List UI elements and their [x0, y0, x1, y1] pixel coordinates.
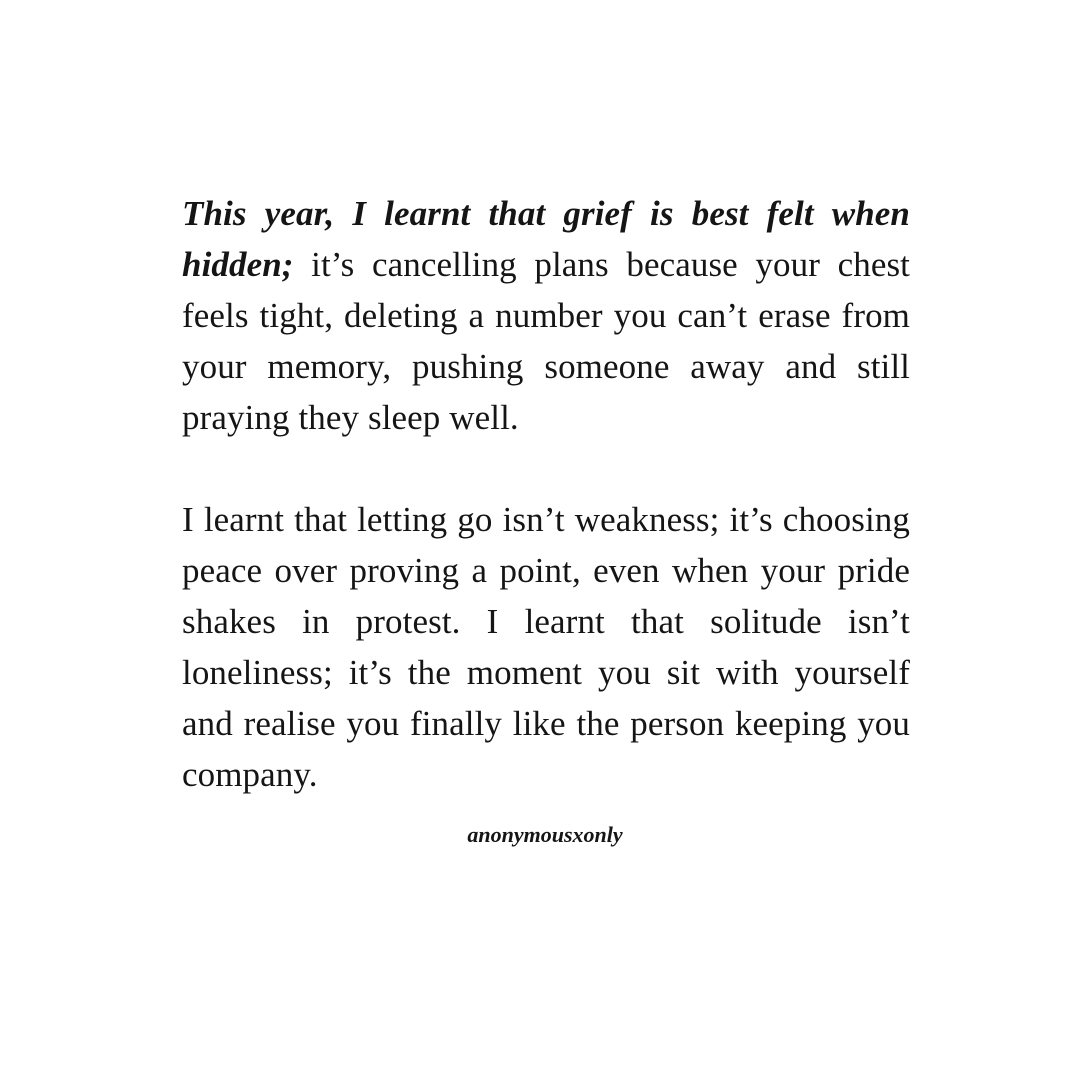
quote-paragraph-2: I learnt that letting go isn’t weakness; it’s choosing peace over proving a point, even when your pride shakes in protest. I learnt that solitude isn’t loneliness; it’s the moment you sit with yourself and realise you finally like the person keeping you company. — [182, 500, 910, 794]
quote-text — [182, 188, 910, 800]
author-signature: anonymousxonly — [467, 822, 623, 847]
quote-paragraph-1 — [182, 188, 910, 443]
quote-paragraph-1-body: it’s cancelling plans because your chest feels tight, deleting a number you can’t erase from your memory, pushing someone away and still praying they sleep well. — [182, 245, 910, 437]
quote-lead: This year, I learnt that grief is best felt when hidden; — [182, 194, 910, 284]
